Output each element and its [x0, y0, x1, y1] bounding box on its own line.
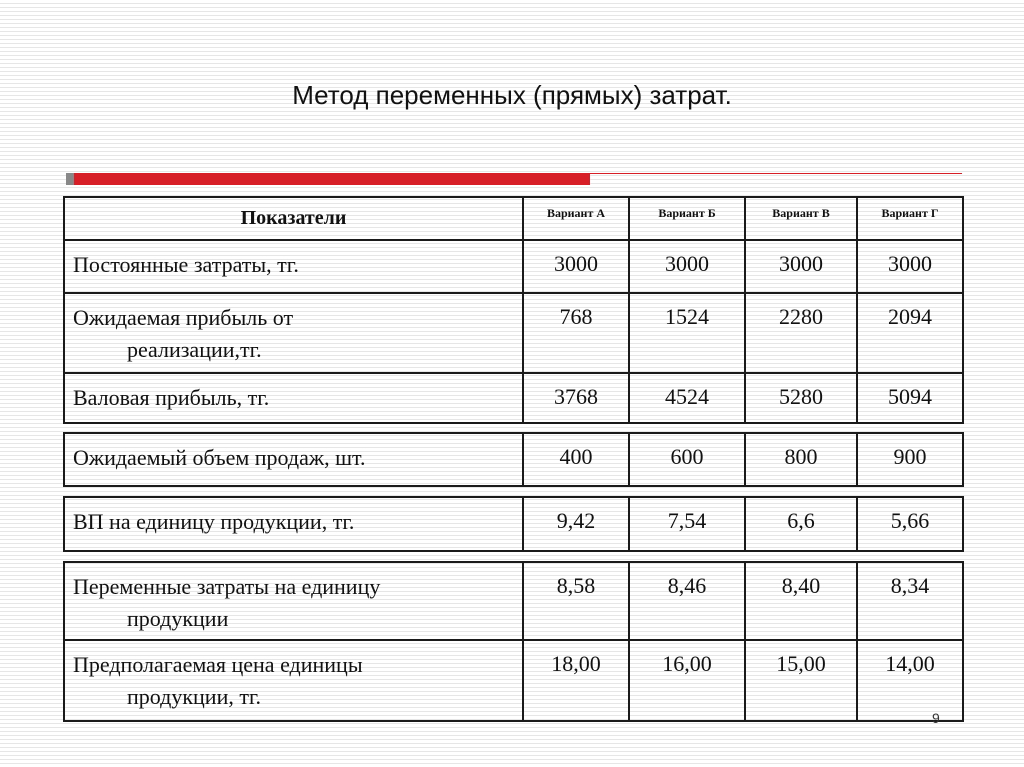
table-sales-volume	[63, 432, 964, 487]
cell-value: 16,00	[629, 640, 745, 721]
table-main	[63, 196, 964, 424]
row-label-line2: продукции, тг.	[127, 683, 261, 709]
cell-value: 5094	[857, 373, 963, 423]
cell-value: 3000	[745, 240, 857, 293]
header-variant-v: Вариант В	[745, 197, 857, 240]
cell-value: 4524	[629, 373, 745, 423]
row-label	[64, 562, 523, 640]
table-costs-price	[63, 561, 964, 722]
cell-value: 15,00	[745, 640, 857, 721]
row-label-line2: продукции	[127, 605, 229, 631]
page-number: 9	[932, 710, 940, 726]
table-row	[64, 293, 963, 373]
row-label	[64, 293, 523, 373]
cell-value: 600	[629, 433, 745, 486]
table-row	[64, 640, 963, 721]
cell-value: 14,00	[857, 640, 963, 721]
table-row	[64, 433, 963, 486]
header-indicators: Показатели	[64, 197, 523, 240]
cell-value: 800	[745, 433, 857, 486]
row-label: ВП на единицу продукции, тг.	[64, 497, 523, 551]
cell-value: 18,00	[523, 640, 629, 721]
row-label-line1: Ожидаемая прибыль от	[73, 305, 294, 330]
cell-value: 5280	[745, 373, 857, 423]
cell-value: 2094	[857, 293, 963, 373]
table-row	[64, 497, 963, 551]
header-variant-a: Вариант А	[523, 197, 629, 240]
table-row	[64, 373, 963, 423]
cell-value: 2280	[745, 293, 857, 373]
cell-value: 7,54	[629, 497, 745, 551]
cell-value: 768	[523, 293, 629, 373]
cell-value: 900	[857, 433, 963, 486]
cell-value: 9,42	[523, 497, 629, 551]
row-label-line1: Предполагаемая цена единицы	[73, 652, 363, 677]
cell-value: 3000	[523, 240, 629, 293]
row-label: Валовая прибыль, тг.	[64, 373, 523, 423]
row-label-line1: Переменные затраты на единицу	[73, 574, 381, 599]
table-row	[64, 562, 963, 640]
header-variant-b: Вариант Б	[629, 197, 745, 240]
cell-value: 8,46	[629, 562, 745, 640]
cell-value: 400	[523, 433, 629, 486]
cell-value: 8,58	[523, 562, 629, 640]
cell-value: 3000	[857, 240, 963, 293]
cell-value: 8,40	[745, 562, 857, 640]
cell-value: 3768	[523, 373, 629, 423]
header-variant-g: Вариант Г	[857, 197, 963, 240]
table-header-row	[64, 197, 963, 240]
slide-title: Метод переменных (прямых) затрат.	[292, 80, 732, 110]
cell-value: 5,66	[857, 497, 963, 551]
cell-value: 1524	[629, 293, 745, 373]
row-label: Ожидаемый объем продаж, шт.	[64, 433, 523, 486]
row-label-line2: реализации,тг.	[127, 336, 262, 362]
cell-value: 8,34	[857, 562, 963, 640]
table-gp-per-unit	[63, 496, 964, 552]
row-label: Постоянные затраты, тг.	[64, 240, 523, 293]
row-label	[64, 640, 523, 721]
table-row	[64, 240, 963, 293]
cell-value: 6,6	[745, 497, 857, 551]
cell-value: 3000	[629, 240, 745, 293]
accent-bar	[66, 173, 590, 185]
